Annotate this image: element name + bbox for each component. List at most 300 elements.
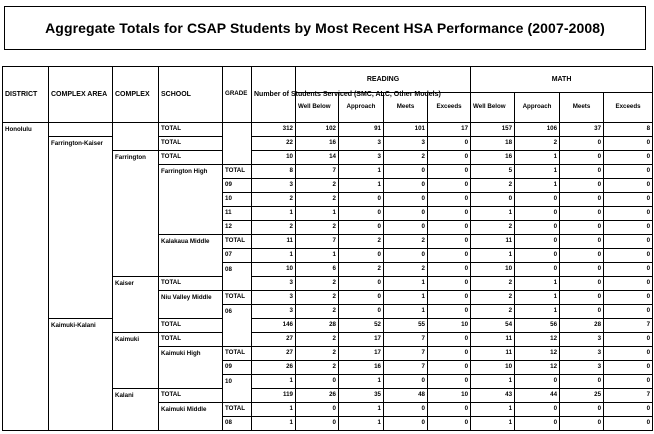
header-district: DISTRICT: [3, 67, 49, 123]
cell-district: [3, 347, 49, 361]
cell-value: 2: [296, 179, 339, 193]
cell-complex-area: [49, 417, 113, 431]
cell-value: 0: [384, 165, 428, 179]
cell-complex-area: Kaimuki-Kalani: [49, 319, 113, 333]
cell-value: 16: [296, 137, 339, 151]
cell-district: [3, 403, 49, 417]
cell-grade: TOTAL: [223, 403, 252, 417]
cell-value: 3: [339, 137, 384, 151]
cell-school: TOTAL: [159, 319, 223, 333]
cell-value: 0: [604, 207, 653, 221]
cell-value: 0: [515, 403, 560, 417]
cell-value: 2: [384, 151, 428, 165]
cell-value: 91: [339, 123, 384, 137]
cell-complex: [113, 137, 159, 151]
cell-district: [3, 277, 49, 291]
cell-value: 0: [604, 333, 653, 347]
cell-value: 0: [428, 207, 471, 221]
cell-value: 0: [384, 249, 428, 263]
cell-complex: [113, 291, 159, 305]
cell-value: 1: [515, 277, 560, 291]
cell-value: 0: [339, 277, 384, 291]
table-row: [3, 165, 653, 179]
cell-complex: [113, 305, 159, 319]
cell-value: 0: [384, 403, 428, 417]
cell-grade: [223, 123, 252, 137]
cell-value: 0: [428, 333, 471, 347]
cell-value: 3: [560, 333, 604, 347]
table-row: [3, 417, 653, 431]
cell-district: [3, 361, 49, 375]
cell-school: Kaimuki Middle: [159, 403, 223, 417]
cell-value: 0: [428, 375, 471, 389]
cell-complex: [113, 347, 159, 361]
cell-value: 0: [604, 417, 653, 431]
cell-grade: 09: [223, 179, 252, 193]
cell-school: TOTAL: [159, 333, 223, 347]
cell-school: TOTAL: [159, 123, 223, 137]
cell-value: 2: [471, 179, 515, 193]
cell-grade: 12: [223, 221, 252, 235]
cell-value: 17: [339, 333, 384, 347]
cell-school: TOTAL: [159, 137, 223, 151]
cell-value: 0: [515, 207, 560, 221]
cell-district: [3, 207, 49, 221]
cell-value: 1: [515, 151, 560, 165]
cell-value: 2: [384, 235, 428, 249]
cell-value: 0: [604, 193, 653, 207]
cell-value: 0: [384, 207, 428, 221]
table-row: [3, 263, 653, 277]
cell-value: 3: [560, 347, 604, 361]
cell-value: 1: [339, 165, 384, 179]
cell-value: 0: [428, 263, 471, 277]
cell-district: [3, 193, 49, 207]
cell-value: 2: [471, 305, 515, 319]
cell-value: 2: [252, 221, 296, 235]
cell-value: 0: [515, 263, 560, 277]
cell-value: 17: [428, 123, 471, 137]
header-math-well-below: Well Below: [471, 93, 515, 123]
cell-complex-area: [49, 333, 113, 347]
cell-complex: Kaimuki: [113, 333, 159, 347]
cell-value: 37: [560, 123, 604, 137]
cell-complex-area: [49, 249, 113, 263]
cell-value: 0: [560, 165, 604, 179]
cell-value: 1: [252, 207, 296, 221]
cell-value: 0: [428, 249, 471, 263]
header-num-students: Number of Students Serviced (SMC, ALC, Other Models): [252, 67, 296, 123]
table-row: [3, 235, 653, 249]
cell-value: 0: [515, 193, 560, 207]
cell-grade: TOTAL: [223, 165, 252, 179]
cell-value: 0: [515, 417, 560, 431]
cell-value: 1: [384, 305, 428, 319]
cell-value: 1: [471, 403, 515, 417]
cell-school: [159, 305, 223, 319]
cell-value: 1: [252, 375, 296, 389]
cell-value: 11: [471, 347, 515, 361]
cell-value: 0: [604, 403, 653, 417]
cell-value: 0: [428, 193, 471, 207]
cell-value: 3: [252, 277, 296, 291]
header-complex-area: COMPLEX AREA: [49, 67, 113, 123]
cell-value: 3: [384, 137, 428, 151]
cell-school: Kalakaua Middle: [159, 235, 223, 249]
cell-value: 2: [296, 277, 339, 291]
cell-complex: [113, 235, 159, 249]
cell-value: 0: [384, 417, 428, 431]
cell-grade: 08: [223, 263, 252, 277]
cell-school: Kaimuki High: [159, 347, 223, 361]
cell-grade: [223, 151, 252, 165]
cell-value: 14: [296, 151, 339, 165]
cell-value: 2: [339, 263, 384, 277]
cell-value: 1: [252, 417, 296, 431]
cell-school: [159, 193, 223, 207]
cell-value: 0: [339, 249, 384, 263]
cell-complex: Kalani: [113, 389, 159, 403]
cell-value: 1: [515, 179, 560, 193]
cell-value: 0: [339, 221, 384, 235]
cell-value: 0: [384, 221, 428, 235]
cell-value: 2: [339, 235, 384, 249]
cell-grade: [223, 277, 252, 291]
cell-value: 10: [471, 263, 515, 277]
cell-complex: [113, 249, 159, 263]
cell-value: 1: [339, 179, 384, 193]
cell-value: 0: [560, 291, 604, 305]
table-row: [3, 221, 653, 235]
header-math-approach: Approach: [515, 93, 560, 123]
cell-value: 106: [515, 123, 560, 137]
cell-value: 0: [428, 179, 471, 193]
table-row: [3, 347, 653, 361]
cell-complex-area: [49, 291, 113, 305]
header-reading-meets: Meets: [384, 93, 428, 123]
cell-value: 17: [339, 347, 384, 361]
cell-school: [159, 417, 223, 431]
cell-value: 0: [560, 235, 604, 249]
cell-value: 6: [296, 263, 339, 277]
cell-value: 157: [471, 123, 515, 137]
cell-value: 3: [252, 305, 296, 319]
cell-value: 2: [296, 333, 339, 347]
cell-value: 0: [560, 137, 604, 151]
cell-school: [159, 249, 223, 263]
cell-value: 10: [428, 389, 471, 403]
cell-grade: 10: [223, 193, 252, 207]
cell-value: 0: [428, 417, 471, 431]
cell-value: 44: [515, 389, 560, 403]
cell-grade: TOTAL: [223, 347, 252, 361]
header-school: SCHOOL: [159, 67, 223, 123]
cell-value: 101: [384, 123, 428, 137]
cell-grade: 09: [223, 361, 252, 375]
cell-complex-area: [49, 403, 113, 417]
cell-value: 10: [428, 319, 471, 333]
cell-value: 0: [560, 305, 604, 319]
cell-school: [159, 179, 223, 193]
cell-grade: 06: [223, 305, 252, 319]
table-row: [3, 207, 653, 221]
cell-value: 5: [471, 165, 515, 179]
cell-school: Niu Valley Middle: [159, 291, 223, 305]
cell-district: [3, 291, 49, 305]
cell-value: 2: [296, 221, 339, 235]
cell-value: 11: [471, 235, 515, 249]
cell-value: 0: [604, 221, 653, 235]
cell-complex-area: [49, 151, 113, 165]
cell-value: 1: [515, 165, 560, 179]
cell-value: 2: [471, 291, 515, 305]
table-row: [3, 389, 653, 403]
cell-school: [159, 263, 223, 277]
cell-complex: [113, 361, 159, 375]
cell-grade: [223, 389, 252, 403]
cell-value: 0: [604, 179, 653, 193]
table-row: [3, 291, 653, 305]
cell-value: 0: [296, 403, 339, 417]
header-grade: GRADE: [223, 67, 252, 123]
cell-value: 10: [471, 361, 515, 375]
cell-complex: [113, 221, 159, 235]
cell-complex: Kaiser: [113, 277, 159, 291]
table-row: [3, 249, 653, 263]
cell-value: 2: [296, 291, 339, 305]
cell-value: 2: [252, 193, 296, 207]
cell-district: Honolulu: [3, 123, 49, 137]
cell-value: 0: [560, 207, 604, 221]
cell-value: 10: [252, 263, 296, 277]
cell-complex-area: [49, 123, 113, 137]
cell-value: 0: [604, 137, 653, 151]
cell-complex-area: [49, 221, 113, 235]
cell-value: 56: [515, 319, 560, 333]
cell-value: 1: [471, 249, 515, 263]
cell-value: 0: [560, 179, 604, 193]
cell-value: 0: [428, 305, 471, 319]
cell-value: 11: [252, 235, 296, 249]
cell-value: 8: [252, 165, 296, 179]
cell-complex-area: [49, 347, 113, 361]
table-row: [3, 123, 653, 137]
cell-value: 2: [471, 221, 515, 235]
cell-value: 0: [560, 263, 604, 277]
cell-value: 0: [428, 137, 471, 151]
cell-complex: [113, 193, 159, 207]
cell-value: 0: [384, 375, 428, 389]
cell-complex-area: Farrington-Kaiser: [49, 137, 113, 151]
cell-district: [3, 333, 49, 347]
table-row: [3, 277, 653, 291]
cell-complex-area: [49, 263, 113, 277]
cell-value: 1: [252, 249, 296, 263]
table-row: [3, 375, 653, 389]
cell-value: 0: [604, 277, 653, 291]
cell-complex: [113, 375, 159, 389]
cell-district: [3, 319, 49, 333]
cell-school: [159, 361, 223, 375]
cell-value: 52: [339, 319, 384, 333]
page-title: Aggregate Totals for CSAP Students by Most Recent HSA Performance (2007-2008): [4, 6, 646, 50]
cell-district: [3, 179, 49, 193]
cell-value: 0: [339, 193, 384, 207]
cell-value: 0: [560, 375, 604, 389]
cell-value: 0: [604, 375, 653, 389]
cell-value: 1: [471, 375, 515, 389]
cell-grade: [223, 319, 252, 333]
cell-value: 0: [384, 179, 428, 193]
table-row: [3, 137, 653, 151]
cell-school: TOTAL: [159, 389, 223, 403]
cell-value: 12: [515, 361, 560, 375]
cell-value: 0: [515, 235, 560, 249]
data-table: [2, 66, 653, 431]
cell-district: [3, 165, 49, 179]
cell-complex: [113, 165, 159, 179]
cell-value: 3: [339, 151, 384, 165]
cell-grade: 07: [223, 249, 252, 263]
cell-value: 0: [428, 151, 471, 165]
cell-value: 2: [384, 263, 428, 277]
cell-value: 0: [560, 193, 604, 207]
cell-value: 2: [471, 277, 515, 291]
cell-value: 312: [252, 123, 296, 137]
cell-value: 0: [604, 235, 653, 249]
cell-complex: [113, 403, 159, 417]
cell-value: 0: [604, 249, 653, 263]
cell-grade: [223, 137, 252, 151]
table-row: [3, 333, 653, 347]
table-row: [3, 151, 653, 165]
cell-value: 8: [604, 123, 653, 137]
cell-value: 10: [252, 151, 296, 165]
cell-grade: 11: [223, 207, 252, 221]
cell-value: 1: [515, 291, 560, 305]
cell-value: 25: [560, 389, 604, 403]
cell-value: 26: [252, 361, 296, 375]
cell-value: 3: [252, 179, 296, 193]
cell-value: 7: [296, 235, 339, 249]
cell-grade: 08: [223, 417, 252, 431]
cell-complex-area: [49, 277, 113, 291]
header-reading-exceeds: Exceeds: [428, 93, 471, 123]
cell-value: 0: [515, 221, 560, 235]
cell-value: 27: [252, 347, 296, 361]
cell-grade: [223, 333, 252, 347]
cell-district: [3, 151, 49, 165]
cell-complex-area: [49, 165, 113, 179]
cell-value: 1: [252, 403, 296, 417]
cell-district: [3, 221, 49, 235]
cell-value: 0: [428, 221, 471, 235]
cell-district: [3, 235, 49, 249]
table-body: [3, 123, 653, 431]
cell-value: 3: [252, 291, 296, 305]
cell-value: 0: [428, 291, 471, 305]
cell-school: TOTAL: [159, 277, 223, 291]
cell-district: [3, 375, 49, 389]
cell-value: 0: [384, 193, 428, 207]
cell-value: 0: [296, 375, 339, 389]
cell-value: 1: [515, 305, 560, 319]
cell-complex: [113, 207, 159, 221]
cell-complex: [113, 123, 159, 137]
cell-value: 26: [296, 389, 339, 403]
cell-complex: [113, 263, 159, 277]
cell-value: 2: [296, 361, 339, 375]
cell-value: 11: [471, 333, 515, 347]
cell-value: 0: [515, 249, 560, 263]
cell-value: 0: [560, 249, 604, 263]
cell-value: 0: [604, 151, 653, 165]
cell-value: 0: [560, 221, 604, 235]
cell-value: 48: [384, 389, 428, 403]
cell-value: 0: [604, 165, 653, 179]
cell-value: 102: [296, 123, 339, 137]
header-reading-approach: Approach: [339, 93, 384, 123]
cell-value: 1: [296, 207, 339, 221]
cell-complex-area: [49, 193, 113, 207]
cell-grade: TOTAL: [223, 235, 252, 249]
cell-complex-area: [49, 207, 113, 221]
header-math-exceeds: Exceeds: [604, 93, 653, 123]
cell-district: [3, 137, 49, 151]
cell-value: 0: [428, 403, 471, 417]
cell-value: 1: [384, 277, 428, 291]
cell-value: 7: [604, 389, 653, 403]
cell-complex: [113, 179, 159, 193]
table-row: [3, 193, 653, 207]
cell-value: 0: [428, 361, 471, 375]
cell-value: 22: [252, 137, 296, 151]
header-complex: COMPLEX: [113, 67, 159, 123]
cell-value: 0: [339, 305, 384, 319]
header-reading: READING: [296, 67, 471, 93]
cell-value: 54: [471, 319, 515, 333]
header-math-meets: Meets: [560, 93, 604, 123]
cell-value: 0: [428, 165, 471, 179]
header-reading-well-below: Well Below: [296, 93, 339, 123]
cell-value: 1: [339, 417, 384, 431]
table-row: [3, 179, 653, 193]
cell-complex-area: [49, 235, 113, 249]
cell-value: 0: [604, 291, 653, 305]
cell-value: 0: [515, 375, 560, 389]
cell-grade: TOTAL: [223, 291, 252, 305]
header-math: MATH: [471, 67, 653, 93]
table-row: [3, 403, 653, 417]
cell-school: [159, 207, 223, 221]
cell-value: 0: [604, 361, 653, 375]
cell-value: 0: [604, 305, 653, 319]
cell-value: 0: [339, 207, 384, 221]
cell-complex-area: [49, 389, 113, 403]
cell-value: 7: [384, 347, 428, 361]
cell-district: [3, 417, 49, 431]
cell-school: Farrington High: [159, 165, 223, 179]
cell-value: 1: [471, 417, 515, 431]
cell-district: [3, 263, 49, 277]
cell-value: 1: [339, 403, 384, 417]
cell-value: 0: [560, 277, 604, 291]
cell-district: [3, 249, 49, 263]
cell-complex-area: [49, 179, 113, 193]
cell-district: [3, 305, 49, 319]
cell-value: 7: [384, 361, 428, 375]
cell-value: 55: [384, 319, 428, 333]
